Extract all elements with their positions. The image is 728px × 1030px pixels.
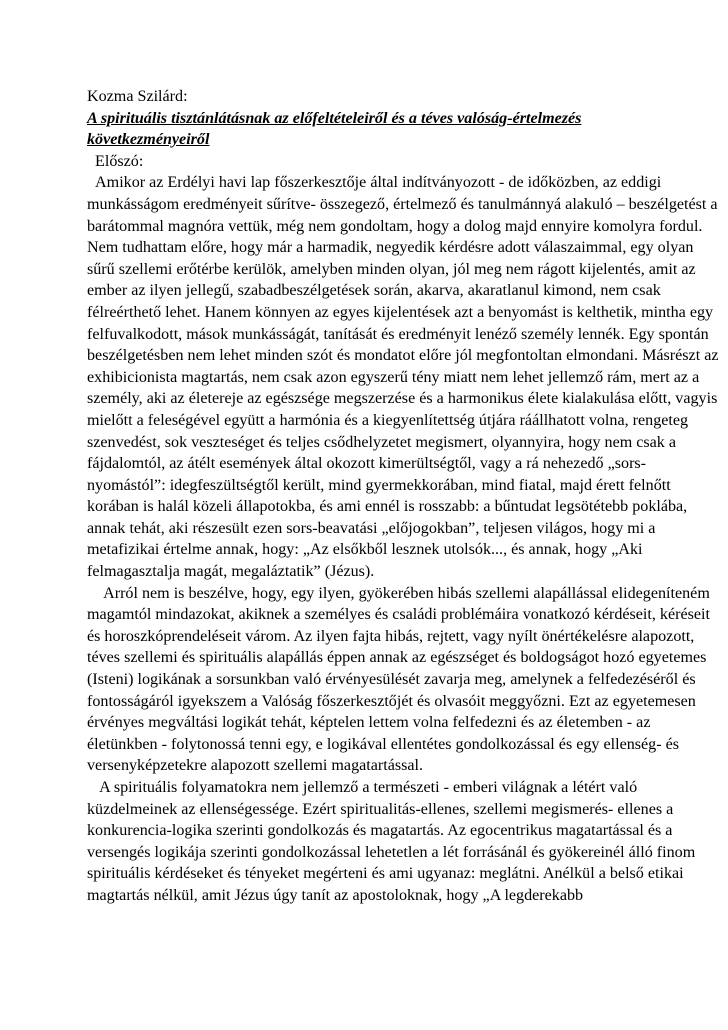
body-paragraph-1: Amikor az Erdélyi havi lap főszerkesztője által indítványozott - de időközben, az eddigi munkásságom eredményeit sűrítve- összegező, értelmező és tanulmánnyá alakuló – beszélgetést a barátommal magnóra vettük, még nem gondoltam, hogy a dolog majd ennyire komolyra fordul. Nem tudhattam előre, hogy már a harmadik, negyedik kérdésre adott válaszaimmal, egy olyan sűrű szellemi erőtérbe kerülök, amelyben minden olyan, jól meg nem rágott kijelentés, amit az ember az ilyen jellegű, szabadbeszélgetések során, akarva, akaratlanul kimond, nem csak félreérthető lehet. Hanem könnyen az egyes kijelentések azt a benyomást is kelthetik, mintha egy felfuvalkodott, mások munkásságát, tanítását és eredményit lenéző személy lennék. Egy spontán beszélgetésben nem lehet minden szót és mondatot előre jól megfontoltan elmondani. Másrészt az exhibicionista magtartás, nem csak azon egyszerű tény miatt nem lehet jellemző rám, mert az a személy, aki az életereje az egészsége megszerzése és a harmonikus élete kialakulása előtt, vagyis mielőtt a feleségével együtt a harmónia és a kiegyenlítettség útjára ráállhatott volna, rengeteg szenvedést, sok veszteséget és teljes csődhelyzetet megismert, olyannyira, hogy nem csak a fájdalomtól, az átélt események által okozott kimerültségtől, vagy a rá nehezedő „sors-nyomástól”: idegfeszültségtől került, mind gyermekkorában, mind fiatal, majd érett felnőtt korában is halál közeli állapotokba, és ami ennél is rosszabb: a bűntudat legsötétebb poklába, annak tehát, aki részesült ezen sors-beavatási „előjogokban”, teljesen világos, hogy mi a metafizikai értelme annak, hogy: „Az elsőkből lesznek utolsók..., és annak, hogy „Aki felmagasztalja magát, megaláztatik” (Jézus). bbox=[87, 174, 723, 581]
document-title: A spirituális tisztánlátásnak az előfeltételeiről és a téves valóság-értelmezés következményeiről bbox=[87, 109, 582, 149]
author-line: Kozma Szilárd: bbox=[87, 88, 188, 105]
preface-label: Előszó: bbox=[87, 152, 144, 170]
document-page bbox=[87, 86, 723, 907]
body-paragraph-3: A spirituális folyamatokra nem jellemző a természeti - emberi világnak a létért való küzdelmeinek az ellenségessége. Ezért spiritualitás-ellenes, szellemi megismerés- ellenes a konkurencia-logika szerinti gondolkozás és magatartás. Az egocentrikus magatartással és a versengés logikája szerinti gondolkozással lehetetlen a lét forrásánál és gyökereinél álló finom spirituális kérdéseket és tényeket megérteni és ami ugyanaz: meglátni. Anélkül a belső etikai magtartás nélkül, amit Jézus úgy tanít az apostoloknak, hogy „A legderekabb bbox=[87, 779, 700, 904]
body-paragraph-2: Arról nem is beszélve, hogy, egy ilyen, gyökerében hibás szellemi alapállással elidegeníteném magamtól mindazokat, akiknek a személyes és családi problémáira vonatkozó kérdéseit, kéréseit és horoszkóprendeléseit várom. Az ilyen fajta hibás, rejtett, vagy nyílt önértékelésre alapozott, téves szellemi és spirituális alapállás éppen annak az egészséget és boldogságot hozó egyetemes (Isteni) logikának a sorsunkban való érvényesülését zavarja meg, amelynek a felfedezéséről és fontosságáról igyekszem a Valóság főszerkesztőjét és olvasóit meggyőzni. Ezt az egyetemesen érvényes megváltási logikát tehát, képtelen lettem volna felfedezni és az életemben - az életünkben - folytonossá tenni egy, e logikával ellentétes gondolkozással és egy ellenség- és versenyképzetekre alapozott szellemi magatartással. bbox=[87, 584, 714, 775]
